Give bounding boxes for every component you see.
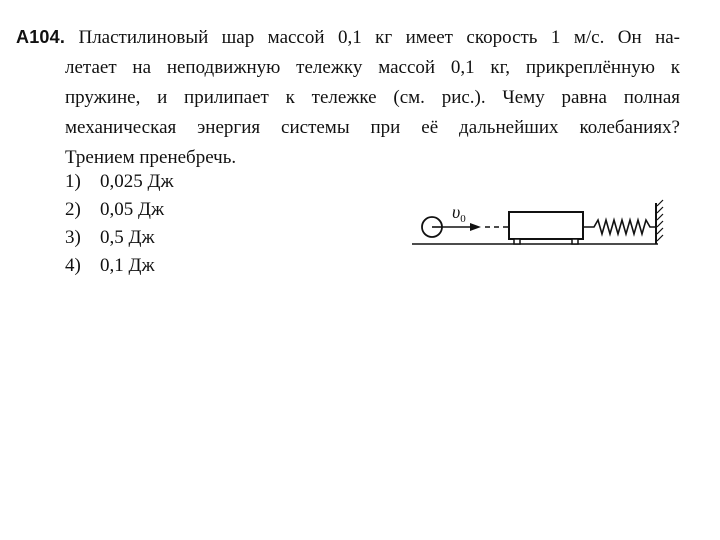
answer-option-3 bbox=[65, 224, 174, 252]
answer-value: 0,1 Дж bbox=[100, 255, 155, 276]
wall-hatch bbox=[657, 200, 663, 206]
answer-value: 0,5 Дж bbox=[100, 227, 155, 248]
problem-number: А104. bbox=[16, 27, 66, 47]
problem-text bbox=[16, 22, 680, 173]
answer-option-2 bbox=[65, 196, 174, 224]
problem-line-2: летает на неподвижную тележку массой 0,1 кг, прикреплённую к bbox=[65, 57, 680, 78]
answer-number: 4) bbox=[65, 255, 81, 276]
velocity-arrow-head bbox=[470, 223, 481, 231]
wall-hatch bbox=[657, 235, 663, 241]
answer-value: 0,025 Дж bbox=[100, 171, 174, 192]
answer-number: 1) bbox=[65, 171, 81, 192]
answer-number: 2) bbox=[65, 199, 81, 220]
spring bbox=[583, 220, 656, 234]
answer-option-4 bbox=[65, 252, 174, 280]
answer-option-1 bbox=[65, 168, 174, 196]
problem-line-4: механическая энергия системы при её дальнейших колебаниях? bbox=[65, 117, 680, 138]
wall-hatch bbox=[657, 214, 663, 220]
problem-line-5: Трением пренебречь. bbox=[65, 147, 237, 168]
problem-line-1: А104. Пластилиновый шар массой 0,1 кг имеет скорость 1 м/с. Он на- bbox=[16, 27, 681, 48]
wall-hatch bbox=[657, 207, 663, 213]
wall-hatch bbox=[657, 228, 663, 234]
problem-line-3: пружине, и прилипает к тележке (см. рис.). Чему равна полная bbox=[65, 87, 680, 108]
cart-wheel-right bbox=[572, 239, 578, 244]
answer-options bbox=[65, 168, 174, 280]
physics-diagram bbox=[408, 196, 678, 258]
wall-hatch bbox=[657, 221, 663, 227]
velocity-label: $\upsilon_0$ bbox=[452, 202, 466, 225]
cart-wheel-left bbox=[514, 239, 520, 244]
cart-body bbox=[509, 212, 583, 239]
answer-number: 3) bbox=[65, 227, 81, 248]
answer-value: 0,05 Дж bbox=[100, 199, 165, 220]
